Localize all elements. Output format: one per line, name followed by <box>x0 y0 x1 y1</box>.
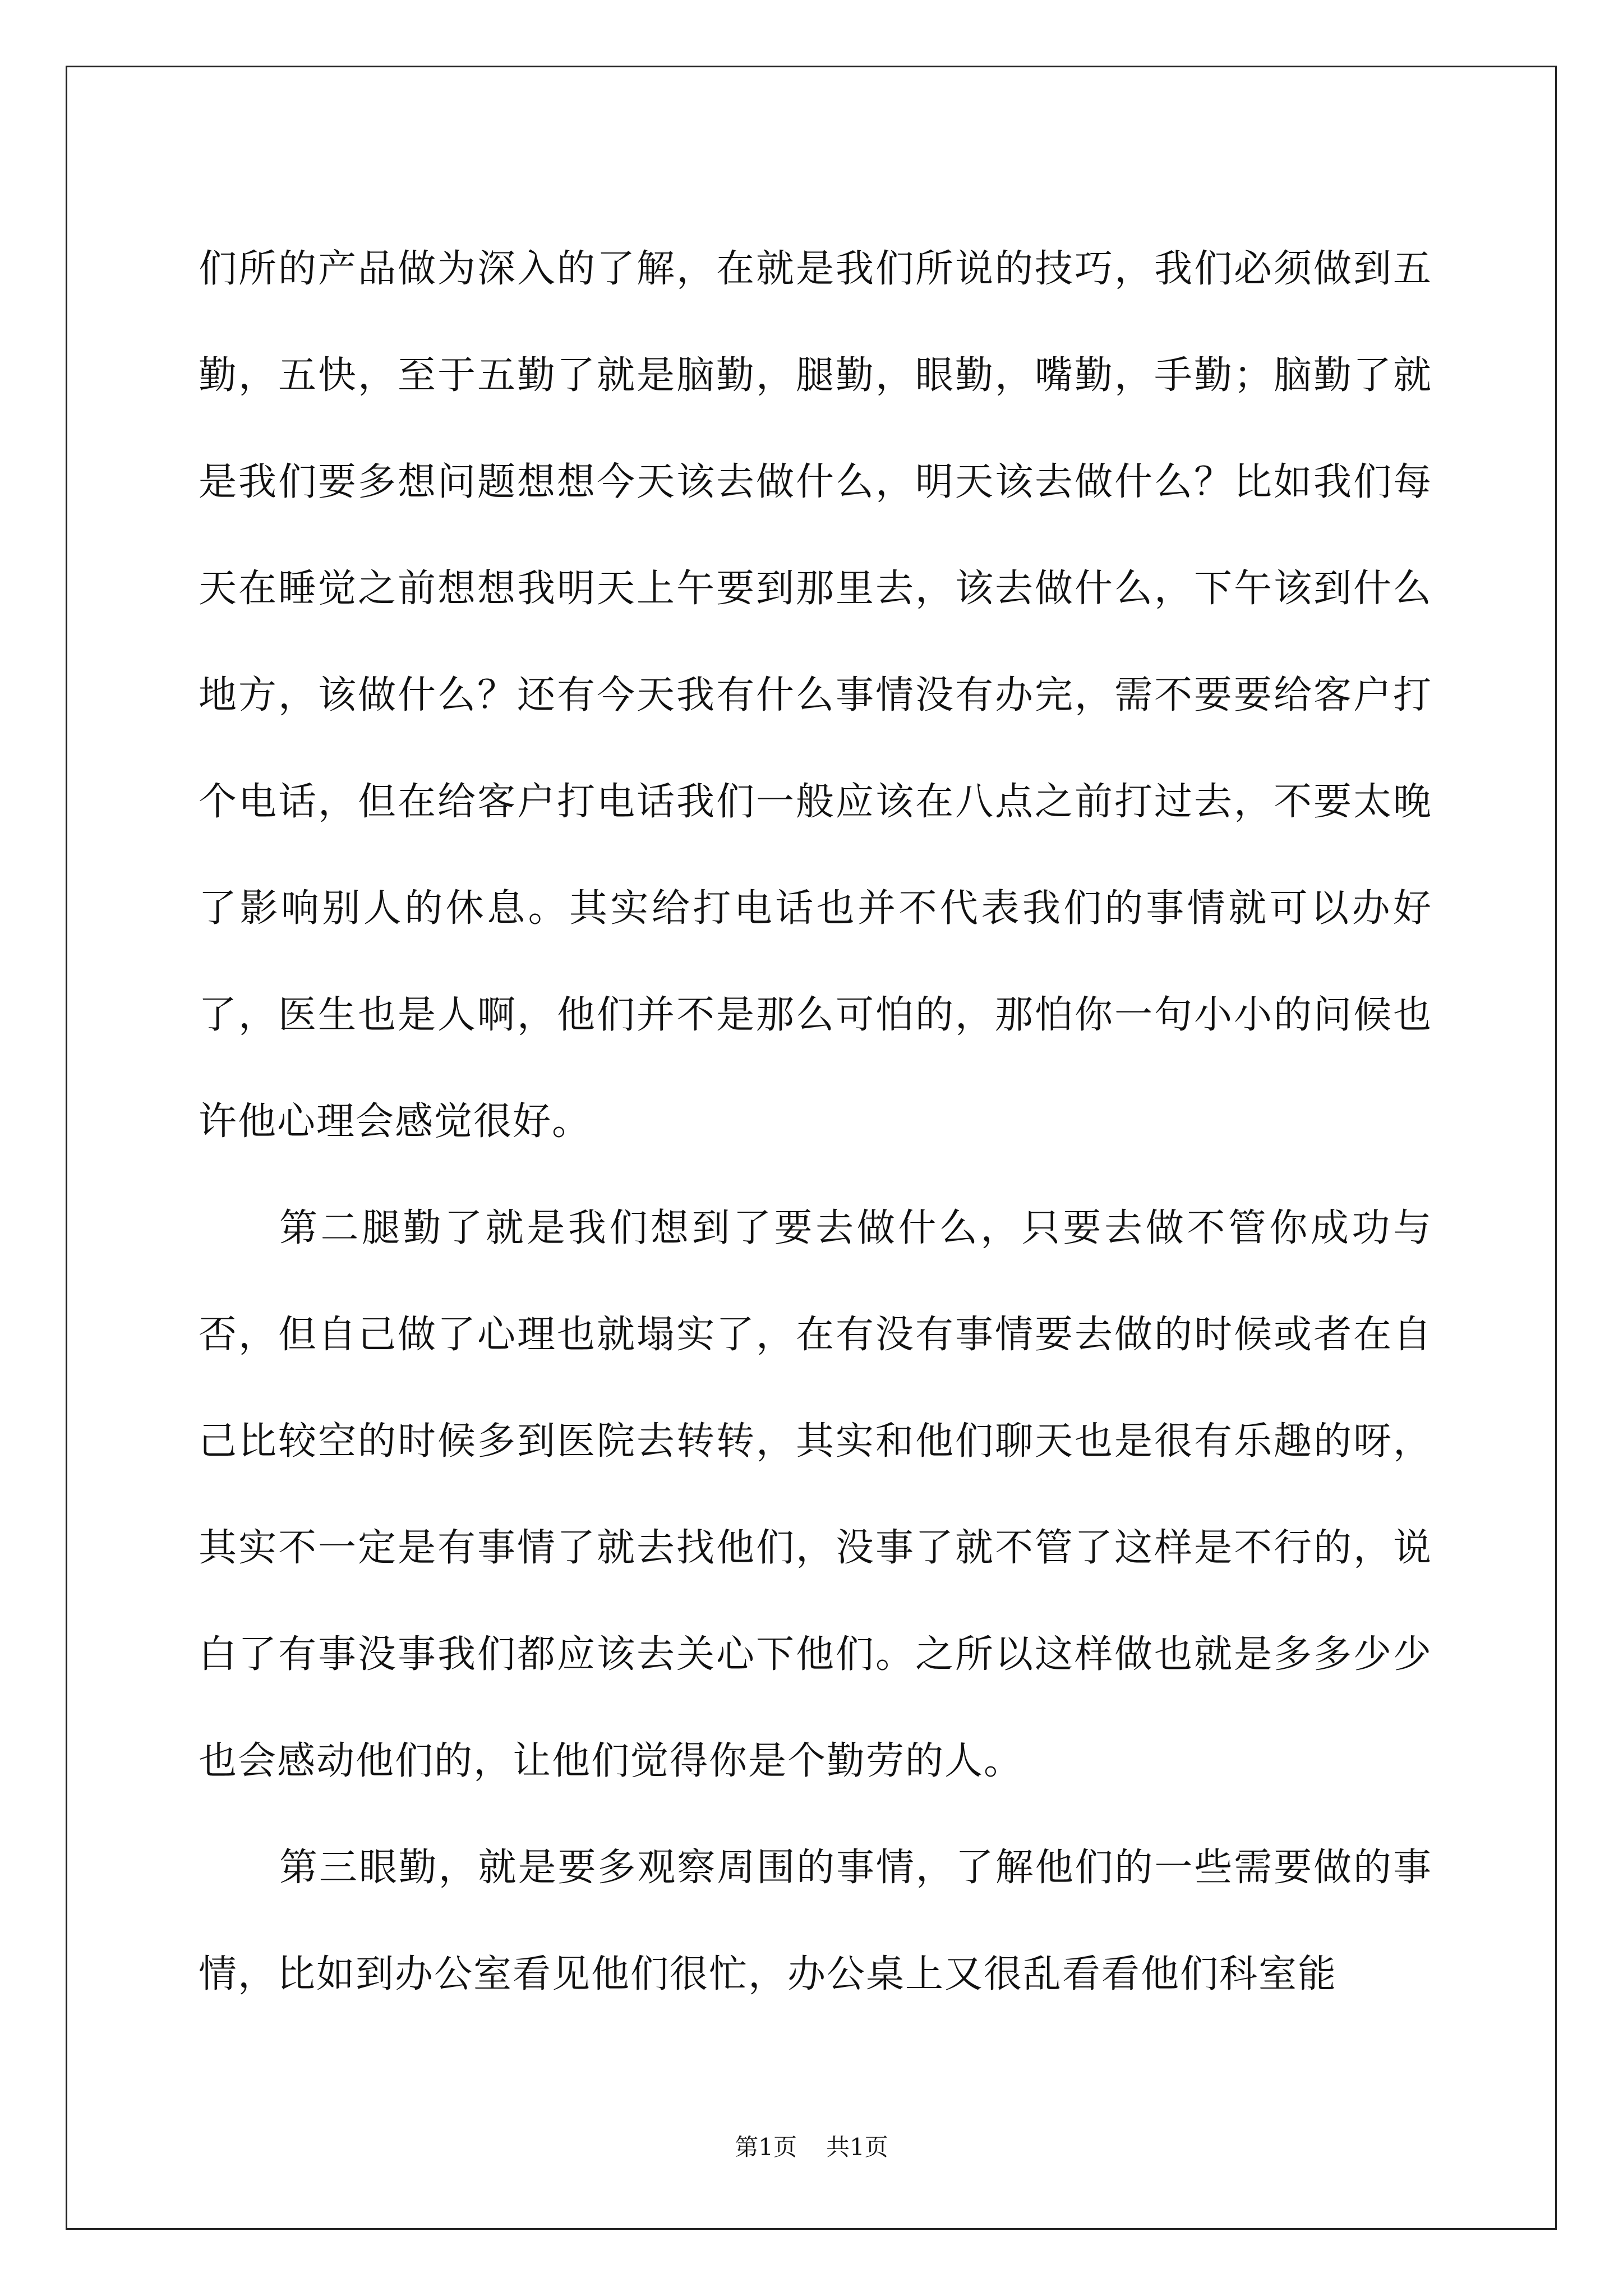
paragraph-3: 第三眼勤，就是要多观察周围的事情，了解他们的一些需要做的事情，比如到办公室看见他们很忙，办公桌上又很乱看看他们科室能 <box>199 1846 1432 1996</box>
paragraph-1: 们所的产品做为深入的了解，在就是我们所说的技巧，我们必须做到五勤，五快，至于五勤了就是脑勤，腿勤，眼勤，嘴勤，手勤；脑勤了就是我们要多想问题想想今天该去做什么，明天该去做什么？比如我们每天在睡觉之前想想我明天上午要到那里去，该去做什么，下午该到什么地方，该做什么？还有今天我有什么事情没有办完，需不要要给客户打个电话，但在给客户打电话我们一般应该在八点之前打过去，不要太晚了影响别人的休息。其实给打电话也并不代表我们的事情就可以办好了，医生也是人啊，他们并不是那么可怕的，那怕你一句小小的问候也许他心理会感觉很好。 <box>199 247 1432 1144</box>
page-number: 第1页 <box>735 2133 797 2161</box>
page-footer <box>0 2131 1623 2164</box>
paragraph-2: 第二腿勤了就是我们想到了要去做什么，只要去做不管你成功与否，但自己做了心理也就塌实了，在有没有事情要去做的时候或者在自己比较空的时候多到医院去转转，其实和他们聊天也是很有乐趣的呀，其实不一定是有事情了就去找他们，没事了就不管了这样是不行的，说白了有事没事我们都应该去关心下他们。之所以这样做也就是多多少少也会感动他们的，让他们觉得你是个勤劳的人。 <box>199 1206 1432 1783</box>
document-body <box>199 216 1432 2028</box>
page-total: 共1页 <box>826 2133 888 2161</box>
